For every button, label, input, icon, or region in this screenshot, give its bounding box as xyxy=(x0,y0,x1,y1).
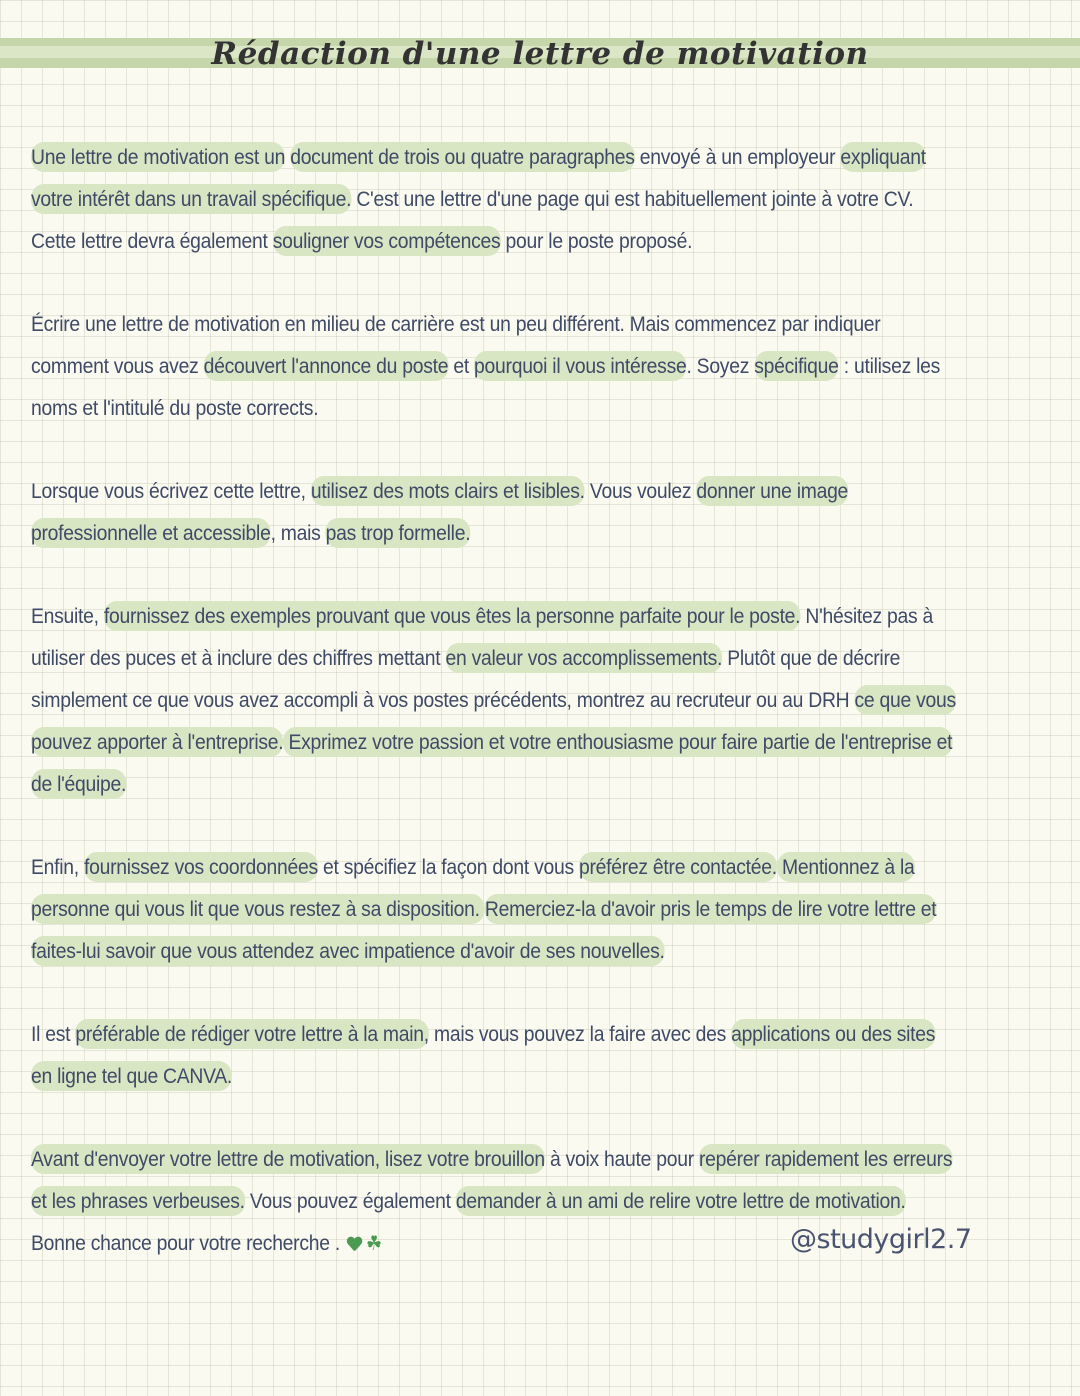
author-signature: @studygirl2.7 xyxy=(790,1224,972,1255)
paragraph-1 xyxy=(31,136,958,262)
four-leaf-clover-icon: ☘ xyxy=(366,1233,382,1256)
highlighted-text: utilisez des mots clairs et lisibles. xyxy=(311,476,585,506)
highlighted-text: préférez être contactée. xyxy=(579,852,777,882)
text-segment: mais vous pouvez la faire avec des xyxy=(428,1022,732,1046)
highlighted-text: expliquant votre intérêt dans un travail spécifique. xyxy=(31,142,926,214)
highlighted-text: Remerciez-la d'avoir pris le temps de lire votre lettre et faites-lui savoir que vous attendez avec impatience d'avoir de ses nouvelles. xyxy=(31,894,936,966)
highlighted-text: fournissez vos coordonnées xyxy=(84,852,318,882)
text-segment: à voix haute pour xyxy=(544,1147,699,1171)
highlighted-text: préférable de rédiger votre lettre à la main, xyxy=(75,1019,429,1049)
highlighted-text: pourquoi il vous intéresse xyxy=(474,351,686,381)
page-title: Rédaction d'une lettre de motivation xyxy=(211,36,869,72)
highlighted-text: spécifique xyxy=(754,351,838,381)
highlighted-text: donner une image professionnelle et accessible xyxy=(31,476,848,548)
paragraph-3 xyxy=(31,470,958,554)
highlighted-text: repérer rapidement les erreurs et les phrases verbeuses. xyxy=(31,1144,952,1216)
highlighted-text: en valeur vos accomplissements. xyxy=(445,643,722,673)
text-segment: C'est une lettre d'une page qui est habituellement jointe à votre CV. Cette lettre devra également xyxy=(31,187,914,253)
text-segment: et xyxy=(448,354,475,378)
paragraph-2 xyxy=(31,303,958,429)
text-segment: Vous pouvez également xyxy=(244,1189,456,1213)
text-segment: N'hésitez pas à utiliser des puces et à inclure des chiffres mettant xyxy=(31,604,934,670)
document-body xyxy=(31,136,958,1306)
highlighted-text: demander à un ami de relire votre lettre de motivation. xyxy=(456,1186,906,1216)
text-segment: Il est xyxy=(31,1022,76,1046)
text-segment: pour le poste proposé. xyxy=(500,229,693,253)
highlighted-text: découvert l'annonce du poste xyxy=(204,351,449,381)
highlighted-text: document de trois ou quatre paragraphes xyxy=(290,142,634,172)
highlighted-text: Mentionnez à la personne qui vous lit que vous restez à sa disposition. xyxy=(31,852,915,924)
text-segment: envoyé à un employeur xyxy=(634,145,841,169)
text-segment: Ensuite, xyxy=(31,604,104,628)
text-segment: Écrire une lettre de motivation en milieu de carrière est un peu différent. Mais commencez par indiquer comment vous avez xyxy=(31,312,881,378)
text-segment: Vous voulez xyxy=(584,479,697,503)
highlighted-text: ce que vous pouvez apporter à l'entreprise. xyxy=(31,685,956,757)
text-segment: et spécifiez la façon dont vous xyxy=(317,855,579,879)
highlighted-text: Avant d'envoyer votre lettre de motivation, lisez votre brouillon xyxy=(31,1144,545,1174)
text-segment: . Soyez xyxy=(686,354,755,378)
text-segment: Bonne chance pour votre recherche . xyxy=(31,1231,340,1255)
green-heart-icon xyxy=(347,1237,362,1252)
highlighted-text: applications ou des sites en ligne tel que CANVA. xyxy=(31,1019,935,1091)
highlighted-text: fournissez des exemples prouvant que vous êtes la personne parfaite pour le poste. xyxy=(104,601,800,631)
highlighted-text: Une lettre de motivation est un xyxy=(31,142,285,172)
text-segment: Enfin, xyxy=(31,855,84,879)
highlighted-text: souligner vos compétences xyxy=(273,226,501,256)
paragraph-4 xyxy=(31,595,958,805)
text-segment: : utilisez les noms et l'intitulé du poste corrects. xyxy=(31,354,941,420)
paragraph-5 xyxy=(31,846,958,972)
text-segment: Plutôt que de décrire simplement ce que vous avez accompli à vos postes précédents, montrez au recruteur ou au DRH xyxy=(31,646,901,712)
highlighted-text: pas trop formelle. xyxy=(326,518,471,548)
text-segment: , mais xyxy=(270,521,326,545)
text-segment: Lorsque vous écrivez cette lettre, xyxy=(31,479,311,503)
paragraph-6 xyxy=(31,1013,958,1097)
highlighted-text: Exprimez votre passion et votre enthousiasme pour faire partie de l'entreprise et de l'équipe. xyxy=(31,727,952,799)
